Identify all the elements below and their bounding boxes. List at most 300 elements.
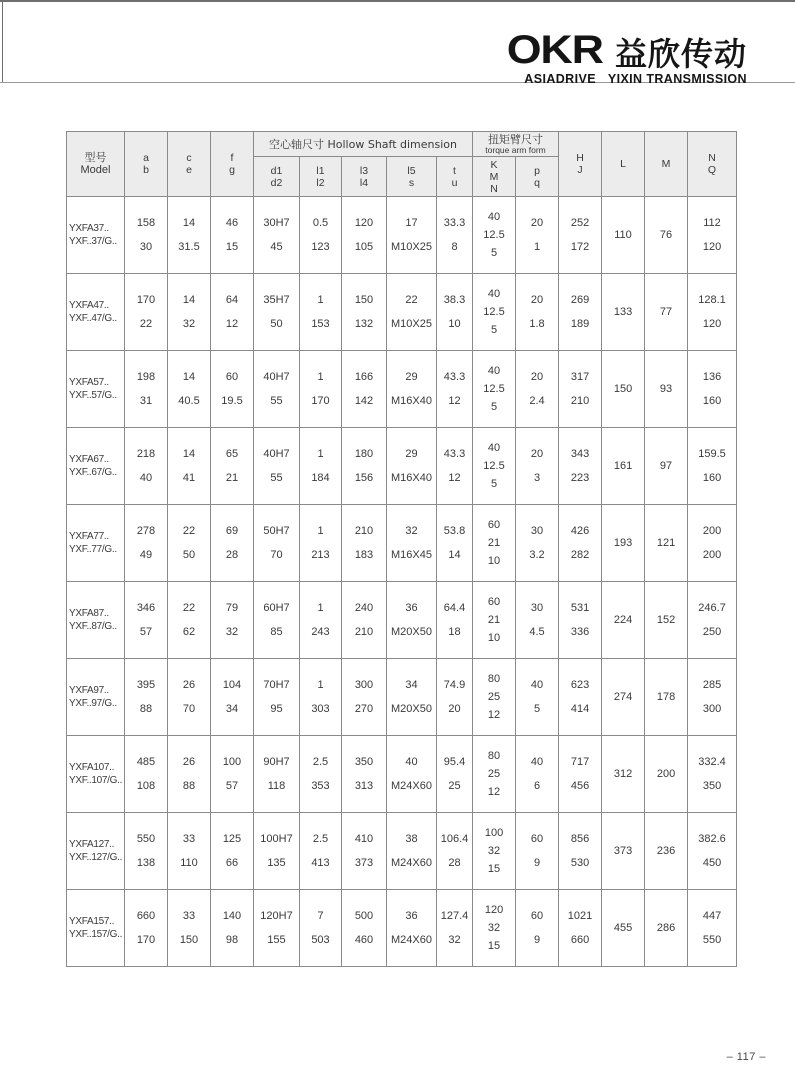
cell-n-q bbox=[688, 659, 737, 736]
model-name-alt: YXF..157/G.. bbox=[69, 929, 123, 940]
value-n-k: 10 bbox=[487, 555, 501, 567]
header-k-m-n: K M N bbox=[473, 157, 516, 197]
value-a: 346 bbox=[136, 602, 156, 614]
cell-l3-l4 bbox=[342, 197, 387, 274]
cell-d1-d2 bbox=[254, 659, 300, 736]
cell-h-j bbox=[559, 813, 602, 890]
cell-n-q bbox=[688, 813, 737, 890]
cell-l3-l4 bbox=[342, 582, 387, 659]
value-m-k: 25 bbox=[487, 768, 501, 780]
value-b: 49 bbox=[139, 549, 153, 561]
value-k: 100 bbox=[484, 827, 504, 839]
cell-f-g bbox=[211, 197, 254, 274]
value-k: 80 bbox=[487, 750, 501, 762]
header-h-j: H J bbox=[559, 132, 602, 197]
cell-t-u bbox=[437, 890, 473, 967]
value-f: 79 bbox=[225, 602, 239, 614]
value-q: 9 bbox=[533, 934, 541, 946]
cell-h-j bbox=[559, 890, 602, 967]
value-c: 14 bbox=[182, 371, 196, 383]
cell-f-g bbox=[211, 736, 254, 813]
model-name-alt: YXF..127/G.. bbox=[69, 852, 123, 863]
value-m: 286 bbox=[656, 922, 676, 934]
cell-l5-s bbox=[387, 197, 437, 274]
cell-d1-d2 bbox=[254, 428, 300, 505]
cell-n-q bbox=[688, 505, 737, 582]
cell-p-q bbox=[516, 582, 559, 659]
value-a: 485 bbox=[136, 756, 156, 768]
value-l: 224 bbox=[613, 614, 633, 626]
cell-k-m-n bbox=[473, 505, 516, 582]
model-name-alt: YXF..97/G.. bbox=[69, 698, 117, 709]
value-n-k: 5 bbox=[490, 247, 498, 259]
value-m: 152 bbox=[656, 614, 676, 626]
value-l2: 243 bbox=[311, 626, 330, 638]
header-m: M bbox=[645, 132, 688, 197]
cell-l bbox=[602, 813, 645, 890]
value-l5: 29 bbox=[405, 448, 418, 460]
value-s: M10X25 bbox=[391, 318, 432, 330]
value-p: 40 bbox=[530, 756, 544, 768]
value-f: 69 bbox=[225, 525, 239, 537]
model-cell bbox=[67, 659, 125, 736]
cell-t-u bbox=[437, 274, 473, 351]
cell-h-j bbox=[559, 505, 602, 582]
model-name: YXFA67.. bbox=[69, 454, 109, 465]
cell-k-m-n bbox=[473, 813, 516, 890]
cell-c-e bbox=[168, 351, 211, 428]
value-f: 100 bbox=[222, 756, 242, 768]
model-cell bbox=[67, 274, 125, 351]
left-header-border bbox=[2, 0, 3, 82]
cell-p-q bbox=[516, 505, 559, 582]
value-q-total: 120 bbox=[702, 318, 722, 330]
value-a: 170 bbox=[136, 294, 156, 306]
cell-l bbox=[602, 351, 645, 428]
value-n-k: 15 bbox=[487, 863, 501, 875]
cell-k-m-n bbox=[473, 582, 516, 659]
value-e: 70 bbox=[182, 703, 196, 715]
cell-c-e bbox=[168, 736, 211, 813]
cell-l1-l2 bbox=[300, 659, 342, 736]
value-l3: 300 bbox=[354, 679, 374, 691]
cell-d1-d2 bbox=[254, 274, 300, 351]
cell-l1-l2 bbox=[300, 505, 342, 582]
value-l2: 413 bbox=[311, 857, 330, 869]
cell-m bbox=[645, 197, 688, 274]
value-d2: 118 bbox=[267, 780, 286, 792]
logo-yixin-transmission: YIXIN TRANSMISSION bbox=[607, 72, 747, 86]
value-n: 112 bbox=[703, 217, 721, 229]
cell-a-b bbox=[125, 505, 168, 582]
value-l: 133 bbox=[613, 306, 633, 318]
table-row bbox=[67, 197, 737, 274]
value-s: M16X45 bbox=[391, 549, 432, 561]
cell-m bbox=[645, 505, 688, 582]
model-cell bbox=[67, 197, 125, 274]
value-l2: 503 bbox=[311, 934, 330, 946]
value-l4: 210 bbox=[354, 626, 374, 638]
value-f: 104 bbox=[222, 679, 242, 691]
value-n: 285 bbox=[702, 679, 722, 691]
value-c: 26 bbox=[182, 679, 196, 691]
cell-h-j bbox=[559, 197, 602, 274]
value-n-k: 10 bbox=[487, 632, 501, 644]
value-l1: 0.5 bbox=[312, 217, 329, 229]
header-l5-s: l5 s bbox=[387, 157, 437, 197]
value-j: 172 bbox=[570, 241, 590, 253]
value-a: 198 bbox=[136, 371, 156, 383]
header-torque-arm: 扭矩臂尺寸 torque arm form bbox=[473, 132, 559, 157]
value-h: 717 bbox=[570, 756, 590, 768]
table-row bbox=[67, 582, 737, 659]
value-u: 32 bbox=[448, 934, 461, 946]
header-l1-l2: l1 l2 bbox=[300, 157, 342, 197]
cell-a-b bbox=[125, 351, 168, 428]
value-d2: 135 bbox=[267, 857, 286, 869]
value-q: 9 bbox=[533, 857, 541, 869]
value-l1: 1 bbox=[317, 448, 324, 460]
value-l3: 120 bbox=[354, 217, 374, 229]
value-u: 8 bbox=[451, 241, 458, 253]
value-f: 125 bbox=[222, 833, 242, 845]
value-l: 150 bbox=[613, 383, 633, 395]
value-b: 108 bbox=[136, 780, 156, 792]
value-e: 110 bbox=[180, 857, 198, 869]
value-j: 282 bbox=[570, 549, 590, 561]
cell-p-q bbox=[516, 659, 559, 736]
value-l4: 142 bbox=[354, 395, 374, 407]
value-s: M20X50 bbox=[391, 703, 432, 715]
value-n-k: 15 bbox=[487, 940, 501, 952]
value-t: 95.4 bbox=[443, 756, 466, 768]
model-cell bbox=[67, 582, 125, 659]
value-u: 28 bbox=[448, 857, 461, 869]
value-k: 60 bbox=[487, 596, 501, 608]
cell-a-b bbox=[125, 274, 168, 351]
header-d1-d2: d1 d2 bbox=[254, 157, 300, 197]
cell-f-g bbox=[211, 813, 254, 890]
cell-h-j bbox=[559, 736, 602, 813]
cell-l3-l4 bbox=[342, 351, 387, 428]
cell-t-u bbox=[437, 505, 473, 582]
cell-l3-l4 bbox=[342, 428, 387, 505]
value-d2: 50 bbox=[270, 318, 283, 330]
model-cell bbox=[67, 736, 125, 813]
logo-subtitle bbox=[517, 72, 747, 86]
value-l5: 29 bbox=[405, 371, 418, 383]
value-t: 43.3 bbox=[443, 371, 466, 383]
cell-t-u bbox=[437, 428, 473, 505]
value-k: 40 bbox=[487, 365, 501, 377]
cell-m bbox=[645, 428, 688, 505]
cell-p-q bbox=[516, 736, 559, 813]
value-l3: 500 bbox=[354, 910, 374, 922]
value-g: 57 bbox=[225, 780, 239, 792]
cell-l1-l2 bbox=[300, 736, 342, 813]
cell-m bbox=[645, 813, 688, 890]
value-l3: 210 bbox=[354, 525, 374, 537]
cell-a-b bbox=[125, 659, 168, 736]
value-u: 12 bbox=[448, 395, 461, 407]
value-d1: 40H7 bbox=[263, 371, 290, 383]
value-d1: 40H7 bbox=[263, 448, 290, 460]
cell-n-q bbox=[688, 582, 737, 659]
value-l5: 34 bbox=[405, 679, 418, 691]
value-m-k: 25 bbox=[487, 691, 501, 703]
value-l2: 353 bbox=[311, 780, 330, 792]
value-n: 246.7 bbox=[698, 602, 726, 614]
value-j: 210 bbox=[570, 395, 590, 407]
value-l1: 7 bbox=[317, 910, 324, 922]
cell-c-e bbox=[168, 197, 211, 274]
value-n-k: 5 bbox=[490, 478, 498, 490]
dimension-table bbox=[66, 131, 737, 967]
value-s: M10X25 bbox=[391, 241, 432, 253]
value-t: 106.4 bbox=[440, 833, 469, 845]
value-l: 274 bbox=[613, 691, 633, 703]
value-u: 20 bbox=[448, 703, 461, 715]
value-q-total: 300 bbox=[702, 703, 722, 715]
cell-t-u bbox=[437, 659, 473, 736]
cell-c-e bbox=[168, 659, 211, 736]
cell-d1-d2 bbox=[254, 197, 300, 274]
model-name-alt: YXF..47/G.. bbox=[69, 313, 117, 324]
value-l1: 1 bbox=[317, 679, 324, 691]
cell-a-b bbox=[125, 890, 168, 967]
value-b: 40 bbox=[139, 472, 153, 484]
model-name: YXFA107.. bbox=[69, 762, 115, 773]
table-row bbox=[67, 428, 737, 505]
cell-k-m-n bbox=[473, 197, 516, 274]
value-n: 447 bbox=[702, 910, 722, 922]
value-t: 64.4 bbox=[443, 602, 466, 614]
value-n-k: 5 bbox=[490, 401, 498, 413]
value-n: 382.6 bbox=[698, 833, 726, 845]
value-l5: 36 bbox=[405, 602, 418, 614]
value-l3: 166 bbox=[354, 371, 374, 383]
cell-a-b bbox=[125, 197, 168, 274]
value-g: 15 bbox=[225, 241, 239, 253]
value-l: 312 bbox=[613, 768, 633, 780]
value-d1: 30H7 bbox=[263, 217, 290, 229]
value-k: 120 bbox=[484, 904, 504, 916]
model-name-alt: YXF..87/G.. bbox=[69, 621, 117, 632]
value-q-total: 450 bbox=[702, 857, 722, 869]
cell-d1-d2 bbox=[254, 890, 300, 967]
value-b: 170 bbox=[136, 934, 156, 946]
value-h: 1021 bbox=[567, 910, 593, 922]
model-name-alt: YXF..67/G.. bbox=[69, 467, 117, 478]
value-t: 38.3 bbox=[443, 294, 466, 306]
cell-f-g bbox=[211, 428, 254, 505]
value-h: 269 bbox=[570, 294, 590, 306]
cell-c-e bbox=[168, 890, 211, 967]
value-u: 10 bbox=[448, 318, 461, 330]
value-k: 40 bbox=[487, 211, 501, 223]
model-cell bbox=[67, 428, 125, 505]
value-q: 1.8 bbox=[529, 318, 545, 330]
model-name: YXFA97.. bbox=[69, 685, 109, 696]
value-d1: 60H7 bbox=[263, 602, 290, 614]
value-d1: 100H7 bbox=[260, 833, 293, 845]
value-c: 14 bbox=[182, 217, 196, 229]
cell-l5-s bbox=[387, 505, 437, 582]
value-u: 25 bbox=[448, 780, 461, 792]
value-m: 178 bbox=[656, 691, 676, 703]
cell-h-j bbox=[559, 274, 602, 351]
cell-f-g bbox=[211, 582, 254, 659]
cell-a-b bbox=[125, 582, 168, 659]
value-g: 98 bbox=[225, 934, 239, 946]
value-p: 60 bbox=[530, 910, 544, 922]
value-j: 456 bbox=[570, 780, 590, 792]
value-l4: 156 bbox=[354, 472, 374, 484]
cell-l bbox=[602, 428, 645, 505]
value-b: 31 bbox=[139, 395, 153, 407]
value-l: 455 bbox=[613, 922, 633, 934]
value-h: 343 bbox=[570, 448, 590, 460]
value-a: 278 bbox=[136, 525, 156, 537]
value-s: M24X60 bbox=[391, 857, 432, 869]
value-h: 252 bbox=[570, 217, 590, 229]
value-k: 80 bbox=[487, 673, 501, 685]
value-g: 21 bbox=[225, 472, 239, 484]
value-f: 140 bbox=[222, 910, 242, 922]
value-l3: 350 bbox=[354, 756, 374, 768]
value-b: 57 bbox=[139, 626, 153, 638]
value-a: 550 bbox=[136, 833, 156, 845]
value-l1: 1 bbox=[317, 371, 324, 383]
value-j: 336 bbox=[570, 626, 590, 638]
value-l2: 213 bbox=[311, 549, 330, 561]
header-model: 型号 Model bbox=[67, 132, 125, 197]
value-l2: 153 bbox=[311, 318, 330, 330]
cell-a-b bbox=[125, 428, 168, 505]
cell-c-e bbox=[168, 813, 211, 890]
cell-p-q bbox=[516, 428, 559, 505]
cell-l1-l2 bbox=[300, 582, 342, 659]
value-d2: 155 bbox=[267, 934, 286, 946]
cell-l5-s bbox=[387, 659, 437, 736]
value-c: 14 bbox=[182, 448, 196, 460]
cell-m bbox=[645, 351, 688, 428]
header-l: L bbox=[602, 132, 645, 197]
value-m: 76 bbox=[659, 229, 673, 241]
cell-p-q bbox=[516, 197, 559, 274]
model-cell bbox=[67, 505, 125, 582]
value-l4: 132 bbox=[354, 318, 374, 330]
value-n-k: 12 bbox=[487, 786, 501, 798]
value-d2: 85 bbox=[270, 626, 283, 638]
cell-n-q bbox=[688, 274, 737, 351]
cell-f-g bbox=[211, 659, 254, 736]
value-b: 138 bbox=[136, 857, 156, 869]
cell-l3-l4 bbox=[342, 505, 387, 582]
value-l: 161 bbox=[613, 460, 633, 472]
cell-m bbox=[645, 582, 688, 659]
value-s: M16X40 bbox=[391, 395, 432, 407]
model-name-alt: YXF..37/G.. bbox=[69, 236, 117, 247]
logo-asiadrive: ASIADRIVE bbox=[524, 72, 596, 86]
value-l4: 313 bbox=[354, 780, 374, 792]
model-name: YXFA127.. bbox=[69, 839, 115, 850]
value-c: 26 bbox=[182, 756, 196, 768]
value-c: 33 bbox=[182, 833, 196, 845]
table-row bbox=[67, 813, 737, 890]
value-j: 530 bbox=[570, 857, 590, 869]
value-m-k: 12.5 bbox=[483, 229, 505, 241]
cell-m bbox=[645, 274, 688, 351]
page-number: – 117 – bbox=[726, 1051, 766, 1063]
value-l5: 32 bbox=[405, 525, 418, 537]
value-n: 136 bbox=[702, 371, 722, 383]
value-q-total: 200 bbox=[702, 549, 722, 561]
cell-a-b bbox=[125, 736, 168, 813]
value-c: 33 bbox=[182, 910, 196, 922]
value-h: 426 bbox=[570, 525, 590, 537]
value-e: 32 bbox=[182, 318, 196, 330]
cell-h-j bbox=[559, 351, 602, 428]
value-q: 2.4 bbox=[529, 395, 545, 407]
cell-n-q bbox=[688, 197, 737, 274]
value-p: 30 bbox=[530, 602, 544, 614]
value-m-k: 21 bbox=[487, 537, 501, 549]
cell-d1-d2 bbox=[254, 736, 300, 813]
value-l3: 180 bbox=[354, 448, 374, 460]
cell-l bbox=[602, 274, 645, 351]
cell-p-q bbox=[516, 351, 559, 428]
cell-m bbox=[645, 890, 688, 967]
cell-l1-l2 bbox=[300, 890, 342, 967]
cell-l bbox=[602, 197, 645, 274]
value-l1: 1 bbox=[317, 294, 324, 306]
value-l: 110 bbox=[614, 229, 632, 241]
cell-l1-l2 bbox=[300, 197, 342, 274]
model-name-alt: YXF..57/G.. bbox=[69, 390, 117, 401]
header-hollow-shaft: 空心轴尺寸 Hollow Shaft dimension bbox=[254, 132, 473, 157]
cell-l bbox=[602, 582, 645, 659]
value-d2: 55 bbox=[270, 472, 283, 484]
cell-t-u bbox=[437, 197, 473, 274]
cell-p-q bbox=[516, 890, 559, 967]
value-p: 30 bbox=[530, 525, 544, 537]
value-c: 22 bbox=[182, 602, 196, 614]
value-a: 218 bbox=[136, 448, 156, 460]
value-g: 34 bbox=[225, 703, 239, 715]
value-j: 223 bbox=[570, 472, 590, 484]
value-k: 40 bbox=[487, 442, 501, 454]
top-border bbox=[0, 0, 795, 2]
cell-n-q bbox=[688, 736, 737, 813]
cell-n-q bbox=[688, 428, 737, 505]
cell-p-q bbox=[516, 813, 559, 890]
value-p: 60 bbox=[530, 833, 544, 845]
value-h: 531 bbox=[570, 602, 590, 614]
cell-f-g bbox=[211, 505, 254, 582]
cell-d1-d2 bbox=[254, 351, 300, 428]
header-p-q: p q bbox=[516, 157, 559, 197]
value-g: 28 bbox=[225, 549, 239, 561]
value-l5: 17 bbox=[405, 217, 418, 229]
value-e: 41 bbox=[182, 472, 196, 484]
cell-l5-s bbox=[387, 582, 437, 659]
value-s: M24X60 bbox=[391, 934, 432, 946]
cell-n-q bbox=[688, 351, 737, 428]
cell-c-e bbox=[168, 274, 211, 351]
value-l4: 105 bbox=[354, 241, 374, 253]
value-j: 189 bbox=[570, 318, 590, 330]
